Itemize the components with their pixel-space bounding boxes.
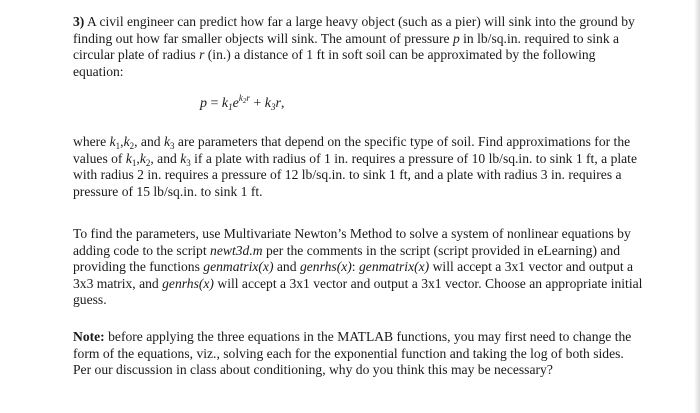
intro-text-3: in lb/sq.in. required to sink a bbox=[463, 30, 620, 46]
method-text-3d: will accept a 3x1 vector and output a bbox=[432, 259, 634, 275]
question-number: 3) bbox=[73, 14, 85, 29]
param-k1-sub: 1 bbox=[115, 141, 121, 151]
intro-text-1: A civil engineer can predict how far a large heavy object (such as a pier) will sink into the ground by bbox=[86, 14, 635, 29]
method-text-3a: providing the functions bbox=[73, 259, 200, 275]
note-text-3: Per our discussion in class about conditioning, why do you think this may be necessary? bbox=[73, 362, 553, 378]
params-line-3 bbox=[73, 167, 673, 184]
param-comma-2: , bbox=[136, 150, 140, 166]
eq-lhs: p bbox=[200, 96, 207, 111]
func-genmatrix-b: genmatrix(x) bbox=[358, 259, 430, 275]
eq-exp-r: r bbox=[246, 93, 250, 103]
method-text-4a: 3x3 matrix, and bbox=[73, 275, 159, 291]
method-line-2 bbox=[73, 243, 673, 260]
intro-line-4 bbox=[73, 64, 673, 81]
eq-k1: k bbox=[221, 96, 229, 111]
method-paragraph bbox=[73, 226, 673, 309]
eq-plus: + bbox=[249, 96, 265, 111]
params-text-1: are parameters that depend on the specific type of soil. Find approximations for the bbox=[177, 134, 631, 149]
func-genrhs-b: genrhs(x) bbox=[162, 275, 214, 291]
params-text-4: pressure of 15 lb/sq.in. to sink 1 ft. bbox=[73, 183, 263, 199]
params-values-of: values of bbox=[73, 150, 123, 166]
eq-comma: , bbox=[280, 96, 285, 111]
param-k2-b: k bbox=[139, 150, 146, 166]
param-k3-b: k bbox=[180, 150, 187, 166]
method-line-1 bbox=[73, 226, 673, 243]
param-k3-sub: 3 bbox=[170, 141, 175, 151]
func-genrhs: genrhs(x) bbox=[299, 259, 352, 275]
note-line-2 bbox=[73, 346, 673, 363]
eq-e: e bbox=[232, 96, 239, 111]
param-and-b: , and bbox=[150, 150, 177, 166]
method-text-4b: will accept a 3x1 vector and output a 3x1 vector. Choose an appropriate initial bbox=[217, 275, 643, 291]
intro-line-3 bbox=[73, 47, 673, 64]
page-edge-shadow bbox=[694, 0, 700, 413]
note-label: Note: bbox=[73, 329, 105, 344]
intro-text-4: circular plate of radius bbox=[73, 47, 196, 63]
param-k3: k bbox=[163, 134, 171, 149]
question-intro bbox=[73, 14, 673, 80]
param-k1-b-sub: 1 bbox=[131, 157, 137, 168]
params-line-2 bbox=[73, 151, 673, 168]
var-p: p bbox=[452, 30, 460, 46]
method-text-2a: adding code to the script bbox=[73, 242, 207, 258]
eq-r: r bbox=[275, 96, 281, 111]
param-k3-b-sub: 3 bbox=[186, 157, 191, 168]
params-where: where bbox=[73, 134, 107, 149]
eq-equals: = bbox=[207, 96, 222, 111]
script-name: newt3d.m bbox=[210, 242, 263, 258]
eq-k3: k bbox=[264, 96, 271, 111]
intro-line-2 bbox=[73, 31, 673, 48]
parameters-paragraph bbox=[73, 134, 673, 200]
method-text-1: To find the parameters, use Multivariate Newton’s Method to solve a system of nonlinear equations by bbox=[73, 226, 631, 241]
intro-text-2: finding out how far smaller objects will sink. The amount of pressure bbox=[73, 30, 450, 46]
var-r: r bbox=[199, 47, 205, 63]
intro-text-6: equation: bbox=[73, 63, 124, 79]
eq-exponent bbox=[239, 93, 250, 103]
param-k2-sub: 2 bbox=[129, 141, 135, 151]
eq-exp-k: k bbox=[238, 93, 243, 103]
func-genmatrix: genmatrix(x) bbox=[203, 259, 274, 275]
eq-exp-sub2: 2 bbox=[242, 97, 247, 105]
intro-line-1 bbox=[73, 14, 673, 31]
method-text-5: guess. bbox=[73, 292, 107, 308]
param-k1-b: k bbox=[125, 150, 132, 166]
method-text-3b: and bbox=[276, 259, 297, 275]
params-text-2: if a plate with radius of 1 in. requires a pressure of 10 lb/sq.in. to sink 1 ft, a plate bbox=[194, 150, 637, 166]
param-k2-b-sub: 2 bbox=[145, 157, 151, 168]
params-text-3: with radius 2 in. requires a pressure of 12 lb/sq.in. to sink 1 ft, and a plate with radius 3 in. requires a bbox=[73, 167, 622, 183]
note-line-3 bbox=[73, 362, 673, 379]
method-line-3 bbox=[73, 259, 673, 276]
eq-sub3: 3 bbox=[270, 102, 276, 112]
note-text-1: before applying the three equations in the MATLAB functions, you may first need to change the bbox=[108, 329, 632, 344]
method-text-2b: per the comments in the script (script provided in eLearning) and bbox=[265, 242, 621, 258]
method-line-4 bbox=[73, 276, 673, 293]
param-comma-1: , bbox=[120, 134, 124, 149]
param-k2: k bbox=[123, 134, 130, 149]
note-paragraph bbox=[73, 329, 673, 379]
equation bbox=[200, 93, 285, 112]
param-and: , and bbox=[134, 134, 161, 149]
param-k1: k bbox=[109, 134, 116, 149]
params-line-1 bbox=[73, 134, 673, 151]
note-text-2: form of the equations, viz., solving each for the exponential function and taking the log of both sides. bbox=[73, 345, 624, 361]
eq-sub1: 1 bbox=[228, 102, 233, 112]
method-line-5 bbox=[73, 292, 673, 309]
intro-text-5: (in.) a distance of 1 ft in soft soil can be approximated by the following bbox=[207, 47, 596, 63]
method-text-3c: : bbox=[351, 259, 356, 275]
note-line-1 bbox=[73, 329, 673, 346]
params-line-4 bbox=[73, 184, 673, 201]
